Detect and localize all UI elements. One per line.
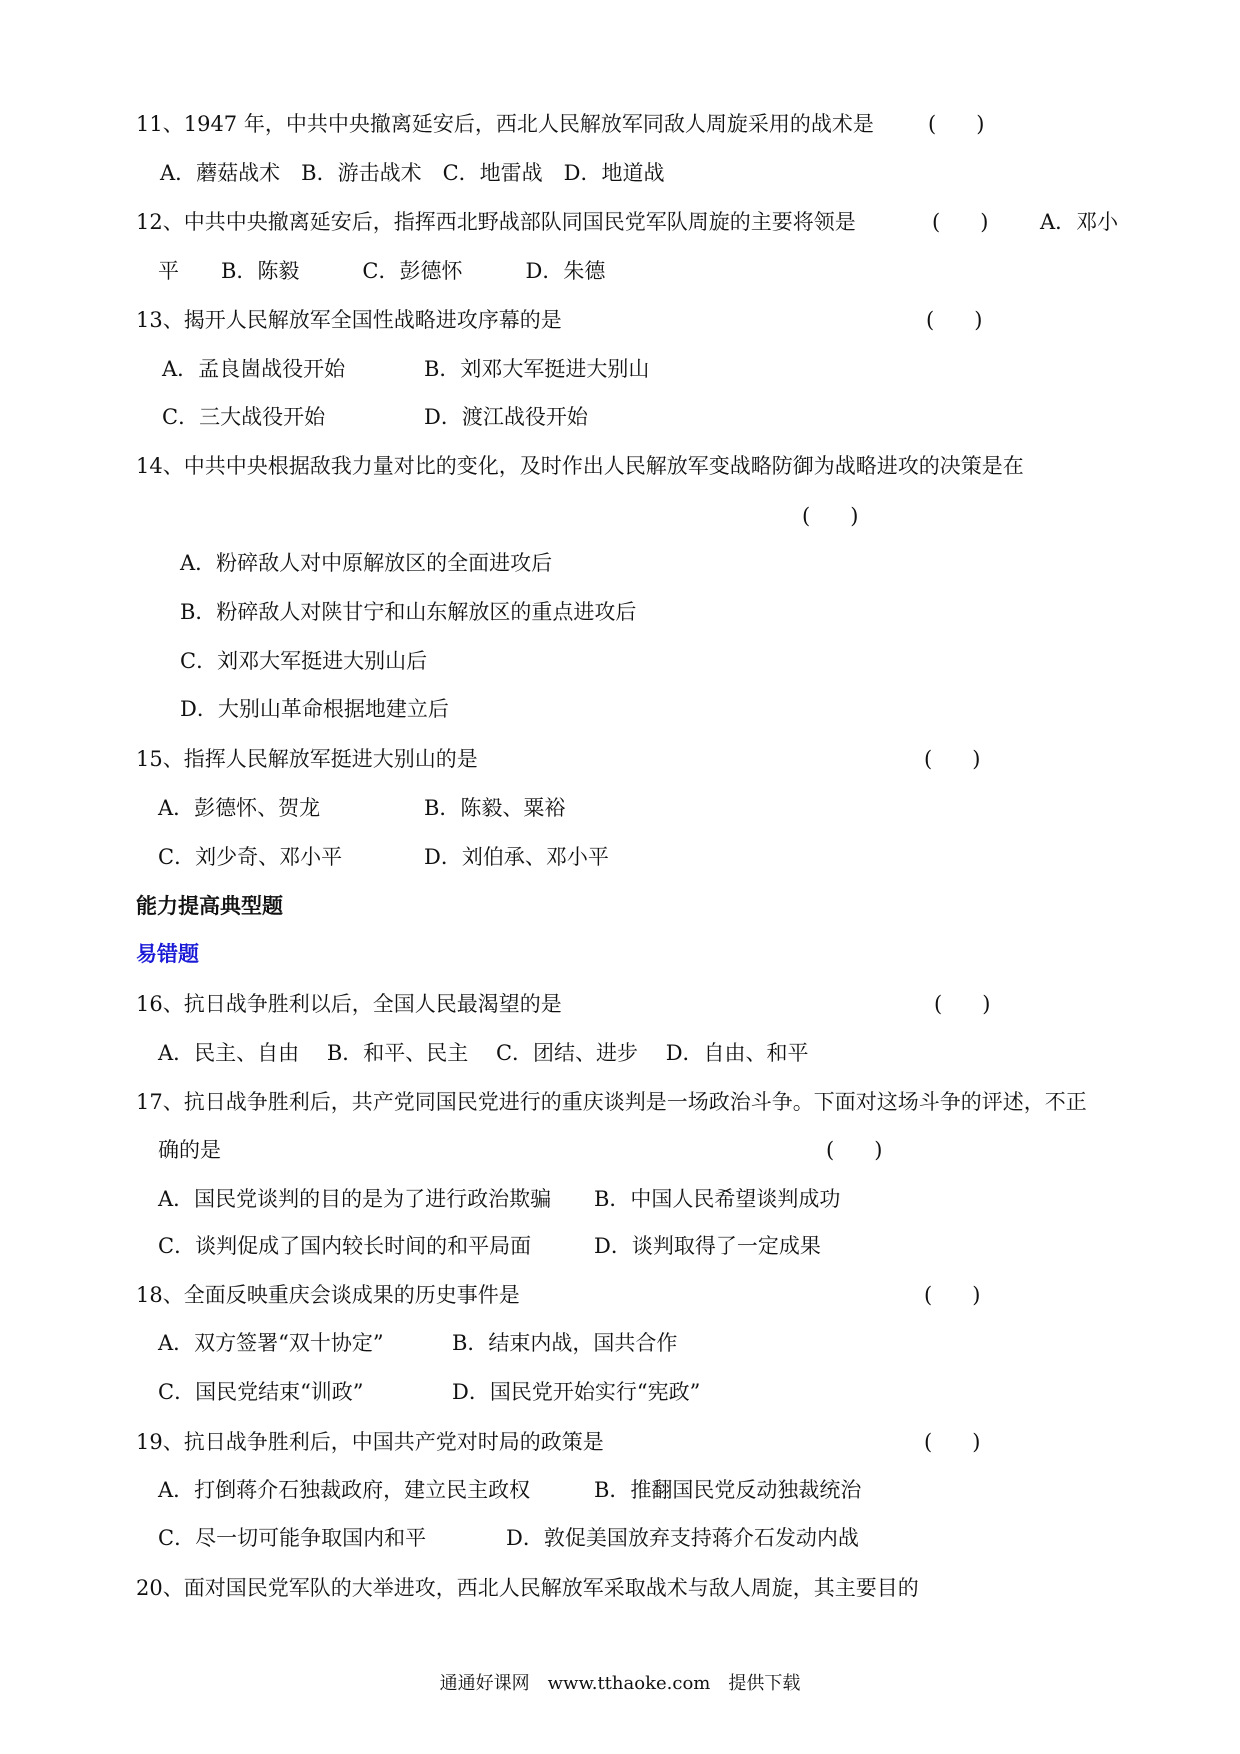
question-18-option-a: A．双方签署“双十协定” — [158, 1331, 384, 1355]
question-15-answer-blank: ( ) — [924, 747, 981, 771]
question-16-stem: 16、抗日战争胜利以后，全国人民最渴望的是 — [136, 992, 562, 1016]
question-13-option-a: A．孟良崮战役开始 — [162, 357, 346, 381]
question-11-answer-blank: ( ) — [928, 112, 985, 136]
question-18-answer-blank: ( ) — [924, 1283, 981, 1307]
question-17-option-b: B．中国人民希望谈判成功 — [594, 1187, 841, 1211]
question-16-options: A．民主、自由 B．和平、民主 C．团结、进步 D．自由、和平 — [158, 1041, 809, 1065]
question-14-option-a: A．粉碎敌人对中原解放区的全面进攻后 — [180, 551, 553, 575]
question-19-option-c: C．尽一切可能争取国内和平 — [158, 1526, 427, 1550]
question-15-option-c: C．刘少奇、邓小平 — [158, 845, 343, 869]
question-17-option-d: D．谈判取得了一定成果 — [594, 1234, 821, 1258]
question-12-stem: 12、中共中央撤离延安后，指挥西北野战部队同国民党军队周旋的主要将领是 — [136, 210, 856, 234]
question-15-option-b: B．陈毅、粟裕 — [424, 796, 566, 820]
question-13-option-d: D．渡江战役开始 — [424, 405, 588, 429]
question-19-stem: 19、抗日战争胜利后，中国共产党对时局的政策是 — [136, 1430, 604, 1454]
question-12-answer-blank: ( ) — [932, 210, 989, 234]
question-15-option-d: D．刘伯承、邓小平 — [424, 845, 609, 869]
question-17-answer-blank: ( ) — [826, 1138, 883, 1162]
question-19-answer-blank: ( ) — [924, 1430, 981, 1454]
question-17-option-c: C．谈判促成了国内较长时间的和平局面 — [158, 1234, 532, 1258]
question-19-option-a: A．打倒蒋介石独裁政府，建立民主政权 — [158, 1478, 531, 1502]
question-13-option-c: C．三大战役开始 — [162, 405, 326, 429]
question-15-stem: 15、指挥人民解放军挺进大别山的是 — [136, 747, 478, 771]
question-19-option-b: B．推翻国民党反动独裁统治 — [594, 1478, 862, 1502]
question-17-stem: 17、抗日战争胜利后，共产党同国民党进行的重庆谈判是一场政治斗争。下面对这场斗争的评述，不正 — [136, 1090, 1087, 1114]
question-14-stem: 14、中共中央根据敌我力量对比的变化，及时作出人民解放军变战略防御为战略进攻的决策是在 — [136, 454, 1024, 478]
question-18-option-c: C．国民党结束“训政” — [158, 1380, 364, 1404]
page-footer: 通通好课网 www.tthaoke.com 提供下载 — [439, 1673, 801, 1694]
question-15-option-a: A．彭德怀、贺龙 — [158, 796, 321, 820]
question-20-stem: 20、面对国民党军队的大举进攻，西北人民解放军采取战术与敌人周旋，其主要目的 — [136, 1576, 919, 1600]
section-title: 能力提高典型题 — [136, 894, 283, 918]
subsection-title: 易错题 — [136, 942, 199, 966]
question-18-stem: 18、全面反映重庆会谈成果的历史事件是 — [136, 1283, 520, 1307]
question-11-options: A．蘑菇战术 B．游击战术 C．地雷战 D．地道战 — [160, 161, 665, 185]
question-18-option-d: D．国民党开始实行“宪政” — [452, 1380, 701, 1404]
question-18-option-b: B．结束内战，国共合作 — [452, 1331, 678, 1355]
question-12-option-a-start: A．邓小 — [1040, 210, 1119, 234]
question-17-stem-continued: 确的是 — [158, 1138, 221, 1162]
question-14-option-c: C．刘邓大军挺进大别山后 — [180, 649, 428, 673]
question-12-options: 平 B．陈毅 C．彭德怀 D．朱德 — [158, 259, 606, 283]
question-13-answer-blank: ( ) — [926, 308, 983, 332]
question-17-option-a: A．国民党谈判的目的是为了进行政治欺骗 — [158, 1187, 552, 1211]
question-19-option-d: D．敦促美国放弃支持蒋介石发动内战 — [506, 1526, 859, 1550]
question-14-answer-blank: ( ) — [802, 504, 859, 528]
question-13-option-b: B．刘邓大军挺进大别山 — [424, 357, 650, 381]
question-14-option-d: D．大别山革命根据地建立后 — [180, 697, 449, 721]
question-14-option-b: B．粉碎敌人对陕甘宁和山东解放区的重点进攻后 — [180, 600, 637, 624]
question-13-stem: 13、揭开人民解放军全国性战略进攻序幕的是 — [136, 308, 562, 332]
question-16-answer-blank: ( ) — [934, 992, 991, 1016]
question-11-stem: 11、1947 年，中共中央撤离延安后，西北人民解放军同敌人周旋采用的战术是 — [136, 112, 874, 136]
